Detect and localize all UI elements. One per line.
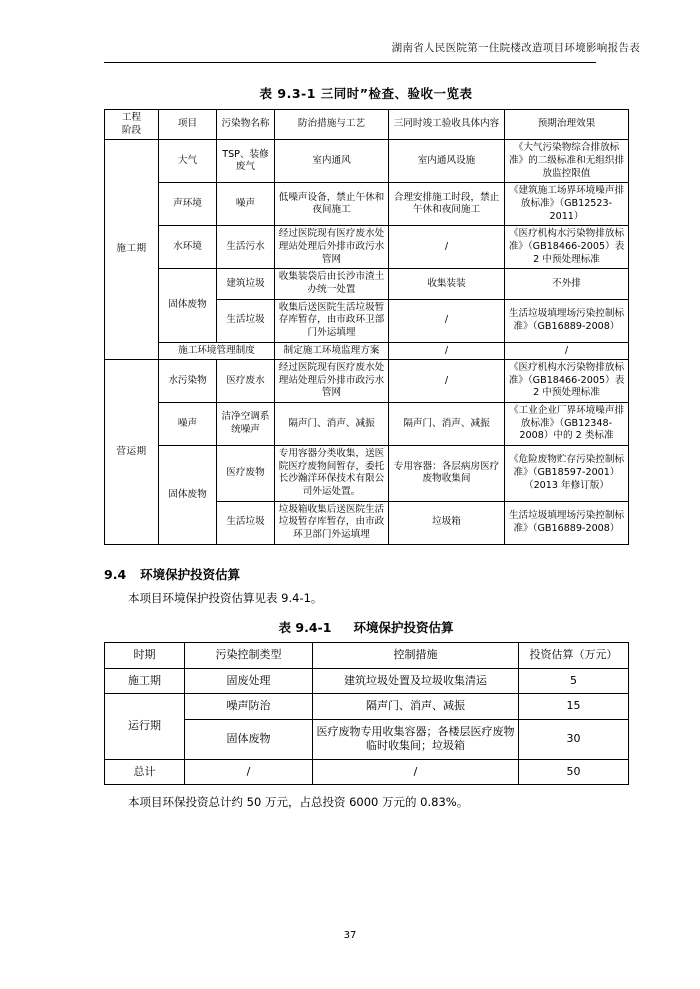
pollutant-cell: 医疗废水 xyxy=(217,360,275,403)
project-cell: 大气 xyxy=(159,140,217,183)
table-row xyxy=(105,446,629,502)
effect-cell: 《工业企业厂界环境噪声排放标准》（GB12348-2008）中的 2 类标准 xyxy=(505,403,629,446)
table-9-4-1 xyxy=(104,642,629,785)
col-header-project: 项目 xyxy=(159,110,217,140)
acceptance-cell: / xyxy=(389,342,505,360)
effect-cell: 《建筑施工场界环境噪声排放标准》（GB12523-2011） xyxy=(505,183,629,226)
project-cell: 固体废物 xyxy=(159,269,217,342)
period-cell: 总计 xyxy=(105,759,185,785)
effect-cell: 《医疗机构水污染物排放标准》（GB18466-2005）表 2 中预处理标准 xyxy=(505,360,629,403)
cost-cell: 5 xyxy=(519,668,629,694)
table-9-4-1-label: 表 9.4-1 xyxy=(278,620,332,636)
table-row xyxy=(105,694,629,720)
table-row xyxy=(105,342,629,360)
table-row xyxy=(105,183,629,226)
cost-cell: 15 xyxy=(519,694,629,720)
measure-cell: 隔声门、消声、减振 xyxy=(313,694,519,720)
measure-cell: 建筑垃圾处置及垃圾收集清运 xyxy=(313,668,519,694)
section-paragraph: 本项目环境保护投资估算见表 9.4-1。 xyxy=(128,590,323,605)
pollutant-cell: 生活垃圾 xyxy=(217,299,275,342)
acceptance-cell: 收集装装 xyxy=(389,269,505,299)
measure-cell: 专用容器分类收集，送医院医疗废物间暂存，委托长沙瀚洋环保技术有限公司外运处置。 xyxy=(275,446,389,502)
pollutant-cell: 生活垃圾 xyxy=(217,501,275,544)
table-row xyxy=(105,269,629,299)
table-9-4-1-name: 环境保护投资估算 xyxy=(353,620,454,636)
effect-cell: 《大气污染物综合排放标准》的二级标准和无组织排放监控限值 xyxy=(505,140,629,183)
table-header-row xyxy=(105,110,629,140)
page-content xyxy=(104,78,628,824)
type-cell: 固体废物 xyxy=(185,719,313,759)
table-9-4-1-title xyxy=(104,618,628,636)
col-header-measure: 防治措施与工艺 xyxy=(275,110,389,140)
project-cell: 水环境 xyxy=(159,226,217,269)
type-cell: 固废处理 xyxy=(185,668,313,694)
page-number: 37 xyxy=(343,930,357,941)
cost-cell: 50 xyxy=(519,759,629,785)
col-header-stage-line1: 工程 xyxy=(121,112,142,123)
measure-cell: 垃圾箱收集后送医院生活垃圾暂存库暂存，由市政环卫部门外运填埋 xyxy=(275,501,389,544)
effect-cell: 不外排 xyxy=(505,269,629,299)
measure-cell: 收集后送医院生活垃圾暂存库暂存，由市政环卫部门外运填埋 xyxy=(275,299,389,342)
table-row xyxy=(105,360,629,403)
pollutant-cell: 医疗废物 xyxy=(217,446,275,502)
pollutant-cell: 建筑垃圾 xyxy=(217,269,275,299)
table-9-3-1-title: 表 9.3-1 三同时”检查、验收一览表 xyxy=(259,86,473,101)
acceptance-cell: 室内通风设施 xyxy=(389,140,505,183)
col-header-period: 时期 xyxy=(105,643,185,669)
period-cell: 运行期 xyxy=(105,694,185,760)
col-header-acceptance: 三同时竣工验收具体内容 xyxy=(389,110,505,140)
effect-cell: 生活垃圾填埋场污染控制标准》（GB16889-2008） xyxy=(505,501,629,544)
period-cell: 施工期 xyxy=(105,668,185,694)
col-header-stage-line2: 阶段 xyxy=(121,124,142,136)
table-row xyxy=(105,668,629,694)
header-divider xyxy=(104,62,596,63)
col-header-effect: 预期治理效果 xyxy=(505,110,629,140)
stage-construction: 施工期 xyxy=(105,140,159,360)
col-header-cost: 投资估算（万元） xyxy=(519,643,629,669)
measure-cell: 制定施工环境监理方案 xyxy=(275,342,389,360)
project-cell: 施工环境管理制度 xyxy=(159,342,275,360)
project-cell: 声环境 xyxy=(159,183,217,226)
section-title: 环境保护投资估算 xyxy=(140,566,241,582)
col-header-control-measure: 控制措施 xyxy=(313,643,519,669)
acceptance-cell: / xyxy=(389,360,505,403)
table-9-3-1 xyxy=(104,109,629,545)
measure-cell: 低噪声设备，禁止午休和夜间施工 xyxy=(275,183,389,226)
type-cell: 噪声防治 xyxy=(185,694,313,720)
investment-footnote: 本项目环保投资总计约 50 万元，占总投资 6000 万元的 0.83%。 xyxy=(128,795,469,810)
acceptance-cell: / xyxy=(389,299,505,342)
effect-cell: 《危险废物贮存污染控制标准》（GB18597-2001）（2013 年修订版） xyxy=(505,446,629,502)
acceptance-cell: 隔声门、消声、减振 xyxy=(389,403,505,446)
acceptance-cell: 专用容器：各层病房医疗废物收集间 xyxy=(389,446,505,502)
pollutant-cell: 噪声 xyxy=(217,183,275,226)
pollutant-cell: 洁净空调系统噪声 xyxy=(217,403,275,446)
pollutant-cell: 生活污水 xyxy=(217,226,275,269)
running-header: 湖南省人民医院第一住院楼改造项目环境影响报告表 xyxy=(391,42,640,54)
measure-cell: 隔声门、消声、减振 xyxy=(275,403,389,446)
project-cell: 固体废物 xyxy=(159,446,217,545)
col-header-control-type: 污染控制类型 xyxy=(185,643,313,669)
measure-cell: 医疗废物专用收集容器；各楼层医疗废物临时收集间；垃圾箱 xyxy=(313,719,519,759)
project-cell: 噪声 xyxy=(159,403,217,446)
col-header-pollutant: 污染物名称 xyxy=(217,110,275,140)
table-header-row xyxy=(105,643,629,669)
project-cell: 水污染物 xyxy=(159,360,217,403)
col-header-stage xyxy=(105,110,159,140)
section-heading xyxy=(104,565,628,583)
measure-cell: / xyxy=(313,759,519,785)
acceptance-cell: 合理安排施工时段，禁止午休和夜间施工 xyxy=(389,183,505,226)
measure-cell: 室内通风 xyxy=(275,140,389,183)
measure-cell: 经过医院现有医疗废水处理站处理后外排市政污水管网 xyxy=(275,360,389,403)
table-row xyxy=(105,226,629,269)
acceptance-cell: / xyxy=(389,226,505,269)
type-cell: / xyxy=(185,759,313,785)
effect-cell: / xyxy=(505,342,629,360)
cost-cell: 30 xyxy=(519,719,629,759)
acceptance-cell: 垃圾箱 xyxy=(389,501,505,544)
pollutant-cell: TSP、装修废气 xyxy=(217,140,275,183)
section-number: 9.4 xyxy=(104,566,127,582)
effect-cell: 《医疗机构水污染物排放标准》（GB18466-2005）表 2 中预处理标准 xyxy=(505,226,629,269)
effect-cell: 生活垃圾填埋场污染控制标准》（GB16889-2008） xyxy=(505,299,629,342)
stage-operation: 营运期 xyxy=(105,360,159,545)
measure-cell: 经过医院现有医疗废水处理站处理后外排市政污水管网 xyxy=(275,226,389,269)
measure-cell: 收集装袋后由长沙市渣土办统一处置 xyxy=(275,269,389,299)
table-row xyxy=(105,759,629,785)
table-row xyxy=(105,140,629,183)
table-row xyxy=(105,403,629,446)
